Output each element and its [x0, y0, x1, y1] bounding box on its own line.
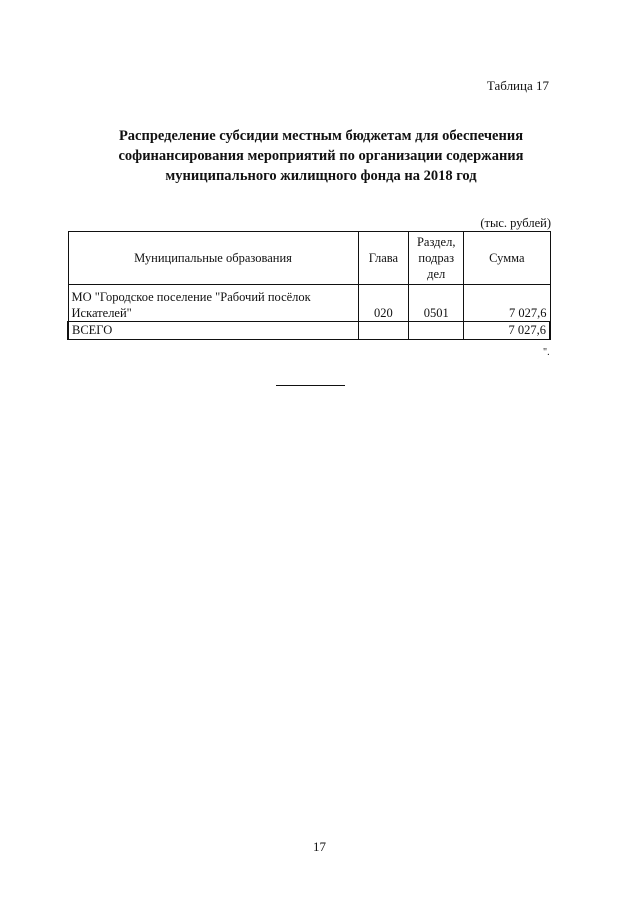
total-amount-cell: 7 027,6: [464, 322, 550, 340]
table-number-label: Таблица 17: [486, 78, 549, 93]
municipality-name-cell: [68, 285, 358, 322]
total-section-cell: [409, 322, 464, 340]
document-title: [60, 126, 582, 186]
units-note: (тыс. рублей): [480, 216, 551, 230]
title-line-1: Распределение субсидии местным бюджетам для обеспечения: [118, 128, 524, 144]
municipality-name-line-1: МО "Городское поселение "Рабочий посёлок: [71, 290, 311, 304]
chapter-cell: 020: [358, 285, 409, 322]
header-amount: Сумма: [464, 232, 550, 285]
section-divider-line: [276, 385, 345, 386]
total-row: [68, 322, 550, 340]
header-section-line-1: Раздел,: [416, 235, 456, 249]
subsidy-table: [67, 231, 551, 340]
page-number: 17: [313, 839, 326, 854]
header-section: [409, 232, 464, 285]
closing-quote-mark: ".: [543, 347, 550, 358]
header-section-line-3: дел: [427, 267, 446, 281]
total-chapter-cell: [358, 322, 409, 340]
table-header-row: [68, 232, 550, 285]
municipality-name-line-2: Искателей": [71, 306, 132, 320]
title-line-2: софинансирования мероприятий по организации содержания: [118, 148, 524, 164]
section-cell: 0501: [409, 285, 464, 322]
amount-cell: 7 027,6: [464, 285, 550, 322]
title-line-3: муниципального жилищного фонда на 2018 год: [165, 168, 477, 184]
total-label-cell: ВСЕГО: [68, 322, 358, 340]
table-row: [68, 285, 550, 322]
header-municipality: Муниципальные образования: [68, 232, 358, 285]
header-section-line-2: подраз: [418, 251, 455, 265]
header-chapter: Глава: [358, 232, 409, 285]
